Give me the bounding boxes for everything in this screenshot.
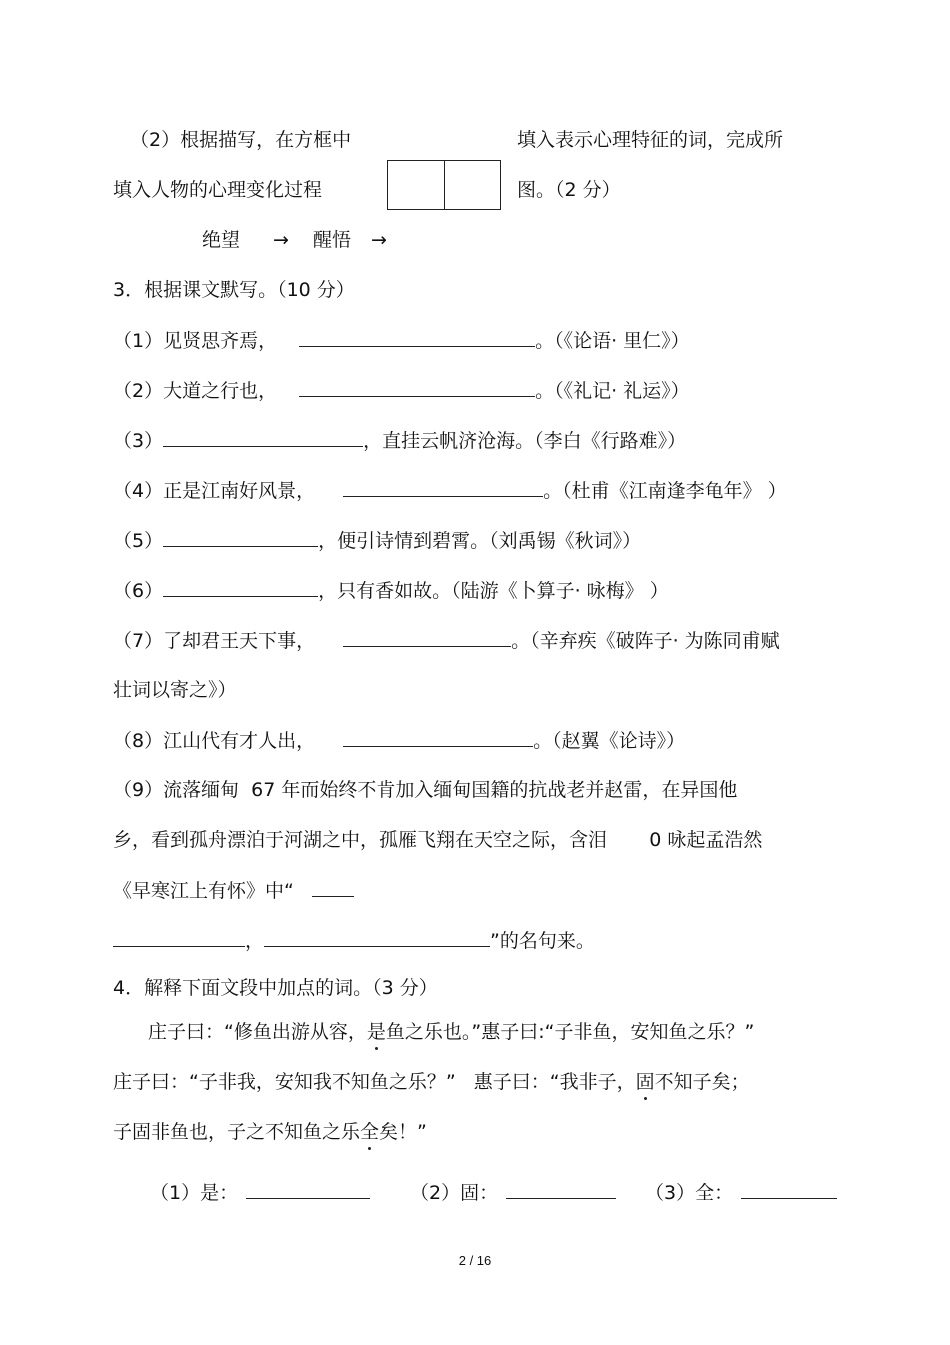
q3-item-7-prefix: （7）了却君王天下事，: [113, 630, 316, 652]
q3-item-5-prefix: （5）: [113, 530, 164, 552]
q4-p2-b: 不知子矣；: [654, 1071, 750, 1093]
q3-item-3: [113, 428, 686, 453]
q3-item-4-source: 。（杜甫《江南逢李龟年》 ）: [543, 480, 787, 502]
q3-item-2-blank[interactable]: [299, 378, 535, 397]
flow-step-1: 绝望: [202, 229, 241, 251]
q3-item-5-source: ，便引诗情到碧霄。（刘禹锡《秋词》）: [318, 530, 642, 552]
q4-p1-a: 庄子曰：“修鱼出游从容，: [148, 1021, 367, 1043]
q3-item-1-prefix: （1）见贤思齐焉，: [113, 330, 278, 352]
q2-2-line2-right: 图。（2 分）: [517, 179, 621, 201]
q3-item-4-blank[interactable]: [343, 478, 543, 497]
q4-answer-1: [150, 1180, 370, 1205]
q4-answer-1-blank[interactable]: [246, 1180, 370, 1199]
q3-item-6-source: ，只有香如故。（陆游《卜算子· 咏梅》 ）: [318, 580, 669, 602]
q4-passage-line1: [148, 1020, 754, 1044]
q4-answer-2-blank[interactable]: [506, 1180, 616, 1199]
q3-item-6-prefix: （6）: [113, 580, 164, 602]
q4-p3-b: 矣！”: [379, 1121, 427, 1143]
q4-answer-2-label: （2）固：: [410, 1182, 499, 1204]
q4-answer-3: [645, 1180, 837, 1205]
q3-item-8-source: 。（赵翼《论诗》）: [533, 730, 686, 752]
q3-item-9-blank-2[interactable]: [113, 928, 245, 947]
q3-item-1-source: 。（《论语· 里仁》）: [535, 330, 690, 352]
q3-item-6-blank[interactable]: [163, 578, 318, 597]
q3-item-3-source: ，直挂云帆济沧海。（李白《行路难》）: [363, 430, 687, 452]
q4-answer-1-label: （1）是：: [150, 1182, 239, 1204]
flow-arrow-2: →: [371, 229, 387, 251]
q3-item-9-line1: （9）流落缅甸 67 年而始终不肯加入缅甸国籍的抗战老并赵雷，在异国他: [113, 779, 738, 801]
q3-title: 3．根据课文默写。（10 分）: [113, 279, 355, 301]
q3-item-9-line4: [113, 928, 595, 953]
flow-arrow-1: →: [273, 229, 289, 251]
q3-item-5: [113, 528, 641, 553]
q3-item-8: [113, 728, 685, 753]
dotted-word-gu: 固: [635, 1071, 655, 1093]
q3-item-8-prefix: （8）江山代有才人出，: [113, 730, 316, 752]
q3-item-1: [113, 328, 690, 353]
q3-item-2: [113, 378, 690, 403]
answer-box-1[interactable]: [388, 161, 444, 209]
q3-item-1-blank[interactable]: [299, 328, 535, 347]
q2-2-line2-left: 填入人物的心理变化过程: [113, 179, 323, 201]
q2-2-line1-right: 填入表示心理特征的词，完成所: [517, 129, 784, 151]
q3-item-9-blank-3[interactable]: [264, 928, 490, 947]
q3-item-4-prefix: （4）正是江南好风景，: [113, 480, 316, 502]
q3-item-8-blank[interactable]: [343, 728, 533, 747]
q4-p2-a: 庄子曰：“子非我，安知我不知鱼之乐？” 惠子曰：“我非子，: [113, 1071, 636, 1093]
q4-answer-3-blank[interactable]: [741, 1180, 837, 1199]
answer-boxes[interactable]: [387, 160, 501, 210]
q3-item-9-end: ”的名句来。: [490, 930, 595, 952]
q3-item-2-source: 。（《礼记· 礼运》）: [535, 380, 690, 402]
q3-item-7-cont: 壮词以寄之》）: [113, 679, 237, 701]
q3-item-5-blank[interactable]: [163, 528, 318, 547]
q3-item-7: [113, 628, 780, 653]
page-number: 2 / 16: [458, 1253, 492, 1268]
q3-item-9-line3: [113, 878, 354, 903]
q4-title: 4．解释下面文段中加点的词。（3 分）: [113, 977, 438, 999]
q3-item-9-comma: ，: [245, 930, 265, 952]
q3-item-3-blank[interactable]: [163, 428, 363, 447]
q3-item-4: [113, 478, 787, 503]
q4-p1-b: 鱼之乐也。”惠子曰:“子非鱼，安知鱼之乐？”: [385, 1021, 755, 1043]
q4-p3-a: 子固非鱼也，子之不知鱼之乐: [113, 1121, 361, 1143]
q4-passage-line3: [113, 1120, 427, 1144]
q3-item-9-line3-text: 《早寒江上有怀》中“: [113, 880, 294, 902]
q3-item-7-source: 。（辛弃疾《破阵子· 为陈同甫赋: [511, 630, 780, 652]
q3-item-7-blank[interactable]: [343, 628, 511, 647]
q3-item-6: [113, 578, 669, 603]
q4-answer-3-label: （3）全：: [645, 1182, 734, 1204]
q3-item-9-blank-1[interactable]: [312, 878, 354, 897]
dotted-word-quan: 全: [360, 1121, 380, 1143]
dotted-word-shi: 是: [366, 1021, 386, 1043]
q3-item-3-prefix: （3）: [113, 430, 164, 452]
q4-passage-line2: [113, 1070, 750, 1094]
q4-answer-2: [410, 1180, 616, 1205]
q3-item-2-prefix: （2）大道之行也，: [113, 380, 278, 402]
answer-box-2[interactable]: [444, 161, 501, 209]
q3-item-9-line2: 乡，看到孤舟漂泊于河湖之中，孤雁飞翔在天空之际，含泪 0 咏起孟浩然: [113, 829, 763, 851]
q2-2-line1-left: （2）根据描写，在方框中: [130, 129, 352, 151]
flow-step-2: 醒悟: [313, 229, 352, 251]
